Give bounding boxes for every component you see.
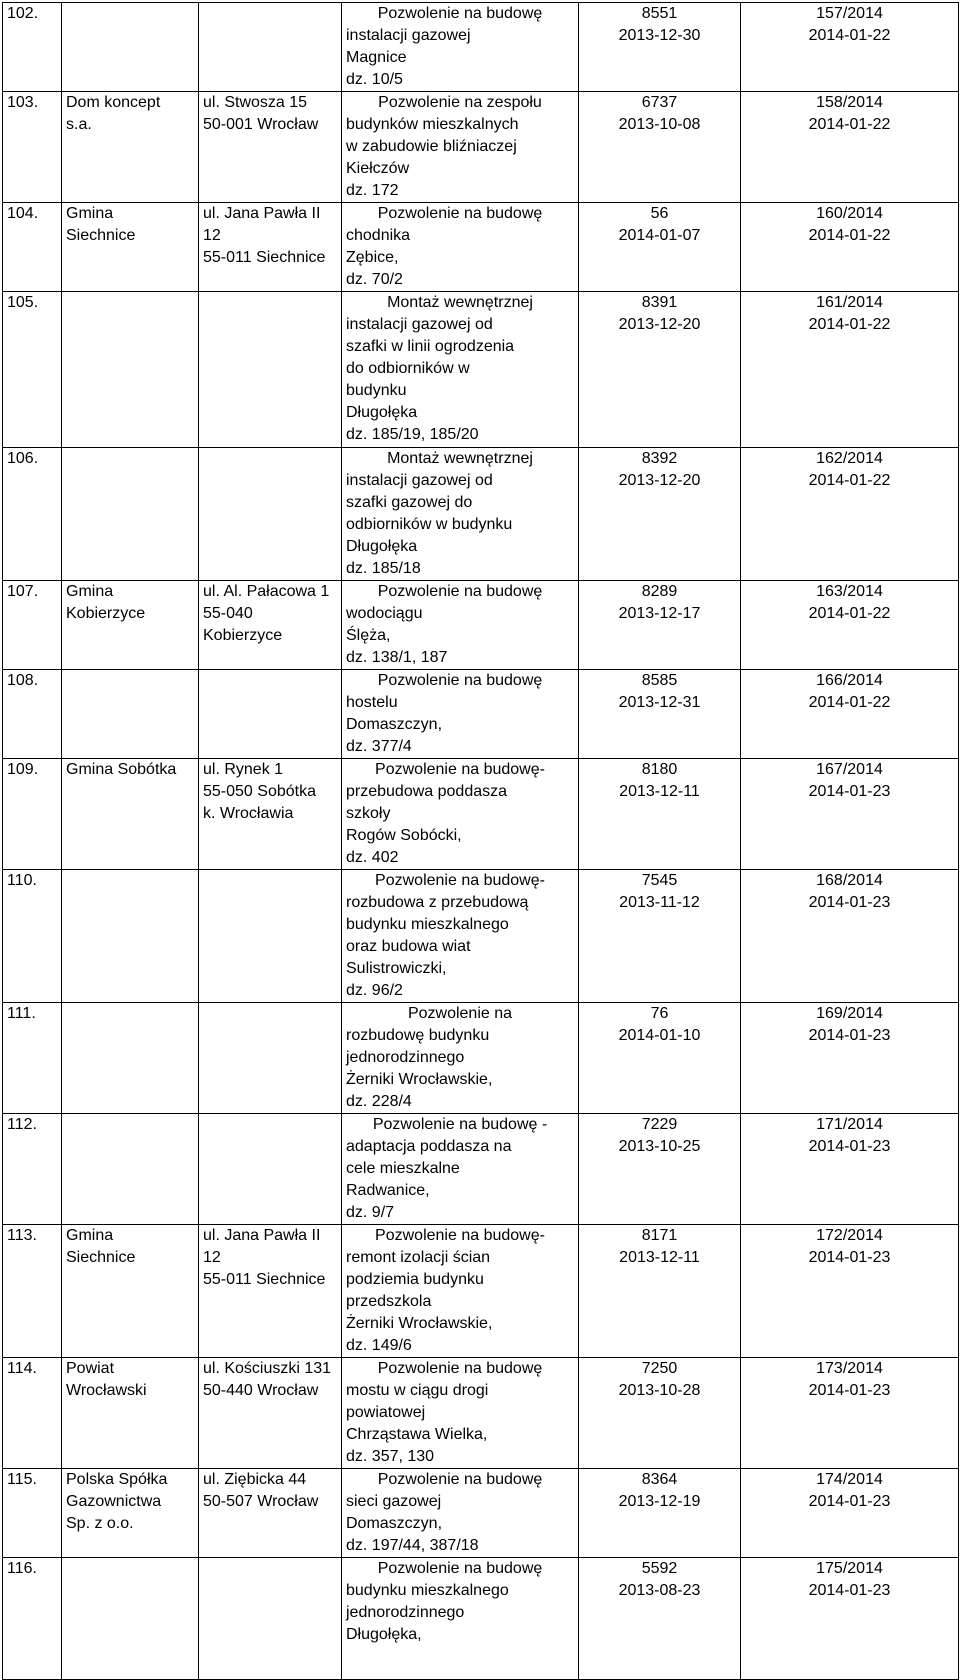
- permit-description-line: dz. 9/7: [346, 1204, 395, 1221]
- permit-description-line: Żerniki Wrocławskie,: [346, 1071, 493, 1088]
- application-number-date-line: 7545: [641, 872, 678, 889]
- permit-description-line: Montaż wewnętrznej: [387, 450, 533, 467]
- applicant-address-line: ul. Rynek 1: [203, 761, 284, 778]
- applicant-name-line: Siechnice: [66, 227, 136, 244]
- permit-description-line: Domaszczyn,: [346, 1515, 443, 1532]
- table-row: [3, 581, 959, 670]
- table-row: [3, 92, 959, 203]
- row-number-line: 102.: [7, 5, 39, 22]
- row-number-line: 116.: [7, 1560, 37, 1577]
- permit-description: [342, 292, 579, 448]
- row-number-line: 114.: [7, 1360, 37, 1377]
- application-number-date-line: 2013-11-12: [619, 894, 700, 911]
- permit-description-line: przedszkola: [346, 1293, 432, 1310]
- applicant-name: [62, 1114, 199, 1225]
- decision-number-date-line: 166/2014: [816, 672, 883, 689]
- permit-description-line: Rogów Sobócki,: [346, 827, 462, 844]
- applicant-address: [199, 203, 342, 292]
- application-number-date-line: 2013-12-17: [618, 605, 701, 622]
- permit-description-line: Pozwolenie na: [407, 1005, 513, 1022]
- permit-description-line: jednorodzinnego: [346, 1604, 465, 1621]
- applicant-name-line: Dom koncept: [66, 94, 161, 111]
- permit-description-line: Zębice,: [346, 249, 399, 266]
- decision-number-date-line: 2014-01-22: [808, 472, 891, 489]
- permit-description-line: instalacji gazowej od: [346, 472, 493, 489]
- permit-register-body: [3, 3, 959, 1680]
- decision-number-date-line: 2014-01-23: [808, 1138, 891, 1155]
- applicant-address: [199, 1225, 342, 1358]
- permit-description-line: odbiorników w budynku: [346, 516, 513, 533]
- decision-number-date-line: 2014-01-22: [808, 694, 891, 711]
- row-number: [3, 1358, 62, 1469]
- applicant-name-line: Gmina: [66, 205, 114, 222]
- table-row: [3, 203, 959, 292]
- permit-description-line: oraz budowa wiat: [346, 938, 471, 955]
- permit-description: [342, 670, 579, 759]
- permit-description: [342, 1469, 579, 1558]
- applicant-address-line: ul. Jana Pawła II: [203, 1227, 321, 1244]
- row-number: [3, 292, 62, 448]
- permit-register-table: [2, 2, 959, 1680]
- decision-number-date: [741, 670, 959, 759]
- application-number-date-line: 76: [650, 1005, 669, 1022]
- permit-description-line: dz. 402: [346, 849, 399, 866]
- row-number: [3, 203, 62, 292]
- applicant-address-line: k. Wrocławia: [203, 805, 294, 822]
- permit-description-line: dz. 10/5: [346, 71, 403, 88]
- applicant-name-line: Gazownictwa: [66, 1493, 162, 1510]
- table-row: [3, 1469, 959, 1558]
- applicant-address: [199, 759, 342, 870]
- applicant-address: [199, 581, 342, 670]
- application-number-date-line: 2014-01-10: [618, 1027, 701, 1044]
- permit-description: [342, 1225, 579, 1358]
- permit-description-line: Pozwolenie na budowę-: [375, 872, 545, 889]
- decision-number-date-line: 167/2014: [816, 761, 883, 778]
- permit-description-line: szkoły: [346, 805, 391, 822]
- permit-description: [342, 3, 579, 92]
- permit-description: [342, 448, 579, 581]
- permit-description-line: budynku: [346, 382, 407, 399]
- permit-description-line: dz. 357, 130: [346, 1448, 435, 1465]
- permit-description-line: dz. 185/18: [346, 560, 421, 577]
- permit-description: [342, 581, 579, 670]
- decision-number-date: [741, 1114, 959, 1225]
- application-number-date: [579, 92, 741, 203]
- application-number-date-line: 2014-01-07: [618, 227, 701, 244]
- table-row: [3, 670, 959, 759]
- permit-description-line: Sulistrowiczki,: [346, 960, 447, 977]
- applicant-address: [199, 1358, 342, 1469]
- permit-description-line: jednorodzinnego: [346, 1049, 465, 1066]
- row-number: [3, 670, 62, 759]
- decision-number-date-line: 173/2014: [816, 1360, 883, 1377]
- applicant-address: [199, 1558, 342, 1680]
- application-number-date-line: 2013-12-19: [618, 1493, 701, 1510]
- applicant-name: [62, 1225, 199, 1358]
- decision-number-date-line: 2014-01-23: [808, 1249, 891, 1266]
- decision-number-date-line: 2014-01-23: [808, 1027, 891, 1044]
- applicant-name: [62, 1469, 199, 1558]
- permit-description-line: dz. 377/4: [346, 738, 412, 755]
- application-number-date: [579, 1358, 741, 1469]
- decision-number-date-line: 158/2014: [816, 94, 883, 111]
- permit-description-line: hostelu: [346, 694, 398, 711]
- row-number: [3, 1003, 62, 1114]
- decision-number-date: [741, 448, 959, 581]
- applicant-address: [199, 1469, 342, 1558]
- applicant-address-line: Kobierzyce: [203, 627, 283, 644]
- applicant-name: [62, 1358, 199, 1469]
- permit-register-document: [2, 2, 959, 1680]
- decision-number-date-line: 2014-01-23: [808, 1382, 891, 1399]
- applicant-address: [199, 292, 342, 448]
- application-number-date: [579, 1003, 741, 1114]
- application-number-date-line: 2013-12-30: [618, 27, 701, 44]
- permit-description-line: Pozwolenie na zespołu: [378, 94, 542, 111]
- permit-description-line: dz. 138/1, 187: [346, 649, 448, 666]
- decision-number-date: [741, 1358, 959, 1469]
- permit-description-line: Pozwolenie na budowę: [377, 5, 543, 22]
- permit-description-line: Pozwolenie na budowę: [377, 583, 543, 600]
- application-number-date-line: 8551: [641, 5, 678, 22]
- table-row: [3, 292, 959, 448]
- table-row: [3, 448, 959, 581]
- permit-description-line: dz. 228/4: [346, 1093, 412, 1110]
- permit-description-line: instalacji gazowej od: [346, 316, 493, 333]
- permit-description-line: chodnika: [346, 227, 411, 244]
- applicant-address-line: ul. Ziębicka 44: [203, 1471, 307, 1488]
- row-number: [3, 759, 62, 870]
- applicant-address-line: ul. Stwosza 15: [203, 94, 308, 111]
- applicant-name: [62, 1003, 199, 1114]
- row-number: [3, 1225, 62, 1358]
- permit-description-line: Montaż wewnętrznej: [387, 294, 533, 311]
- permit-description-line: wodociągu: [346, 605, 423, 622]
- permit-description-line: Pozwolenie na budowę: [377, 1560, 543, 1577]
- permit-description-line: Pozwolenie na budowę: [377, 672, 543, 689]
- row-number: [3, 3, 62, 92]
- application-number-date: [579, 203, 741, 292]
- permit-description-line: budynku mieszkalnego: [346, 1582, 509, 1599]
- decision-number-date-line: 2014-01-22: [808, 605, 891, 622]
- permit-description-line: rozbudowę budynku: [346, 1027, 490, 1044]
- applicant-address-line: ul. Al. Pałacowa 1: [203, 583, 330, 600]
- applicant-address: [199, 3, 342, 92]
- permit-description-line: Żerniki Wrocławskie,: [346, 1315, 493, 1332]
- application-number-date: [579, 292, 741, 448]
- table-row: [3, 870, 959, 1003]
- row-number: [3, 1469, 62, 1558]
- decision-number-date: [741, 203, 959, 292]
- row-number: [3, 581, 62, 670]
- decision-number-date-line: 171/2014: [816, 1116, 883, 1133]
- applicant-name: [62, 3, 199, 92]
- permit-description-line: remont izolacji ścian: [346, 1249, 491, 1266]
- applicant-name-line: s.a.: [66, 116, 92, 133]
- application-number-date: [579, 1114, 741, 1225]
- permit-description: [342, 1558, 579, 1680]
- applicant-address: [199, 1114, 342, 1225]
- applicant-address-line: ul. Jana Pawła II: [203, 205, 321, 222]
- decision-number-date: [741, 1558, 959, 1680]
- permit-description: [342, 92, 579, 203]
- applicant-name: [62, 670, 199, 759]
- application-number-date-line: 8180: [641, 761, 678, 778]
- permit-description: [342, 759, 579, 870]
- applicant-address-line: ul. Kościuszki 131: [203, 1360, 332, 1377]
- applicant-name-line: Kobierzyce: [66, 605, 146, 622]
- applicant-name-line: Gmina: [66, 1227, 114, 1244]
- permit-description-line: cele mieszkalne: [346, 1160, 460, 1177]
- permit-description-line: Magnice: [346, 49, 407, 66]
- decision-number-date-line: 2014-01-22: [808, 227, 891, 244]
- permit-description-line: Radwanice,: [346, 1182, 430, 1199]
- decision-number-date-line: 2014-01-22: [808, 316, 891, 333]
- decision-number-date-line: 2014-01-23: [808, 1582, 891, 1599]
- permit-description-line: Pozwolenie na budowę-: [375, 1227, 545, 1244]
- applicant-name: [62, 448, 199, 581]
- permit-description-line: rozbudowa z przebudową: [346, 894, 529, 911]
- applicant-name: [62, 203, 199, 292]
- application-number-date-line: 7229: [641, 1116, 678, 1133]
- row-number: [3, 92, 62, 203]
- application-number-date-line: 2013-08-23: [618, 1582, 701, 1599]
- applicant-address-line: 55-011 Siechnice: [203, 1271, 326, 1288]
- applicant-name: [62, 759, 199, 870]
- permit-description-line: powiatowej: [346, 1404, 426, 1421]
- application-number-date-line: 8391: [641, 294, 678, 311]
- applicant-address-line: 50-001 Wrocław: [203, 116, 319, 133]
- decision-number-date-line: 175/2014: [816, 1560, 883, 1577]
- applicant-address: [199, 870, 342, 1003]
- application-number-date-line: 8585: [641, 672, 678, 689]
- application-number-date: [579, 759, 741, 870]
- decision-number-date: [741, 1003, 959, 1114]
- application-number-date: [579, 448, 741, 581]
- table-row: [3, 1225, 959, 1358]
- decision-number-date-line: 2014-01-22: [808, 116, 891, 133]
- decision-number-date: [741, 870, 959, 1003]
- applicant-name-line: Gmina Sobótka: [66, 761, 177, 778]
- permit-description-line: sieci gazowej: [346, 1493, 442, 1510]
- row-number-line: 110.: [7, 872, 37, 889]
- application-number-date-line: 7250: [641, 1360, 678, 1377]
- application-number-date-line: 8364: [641, 1471, 678, 1488]
- applicant-name-line: Polska Spółka: [66, 1471, 168, 1488]
- application-number-date: [579, 3, 741, 92]
- row-number: [3, 870, 62, 1003]
- permit-description-line: do odbiorników w: [346, 360, 470, 377]
- applicant-address-line: 12: [203, 227, 221, 244]
- row-number: [3, 1558, 62, 1680]
- decision-number-date-line: 2014-01-23: [808, 783, 891, 800]
- applicant-address-line: 55-011 Siechnice: [203, 249, 326, 266]
- application-number-date: [579, 1558, 741, 1680]
- decision-number-date-line: 160/2014: [816, 205, 883, 222]
- decision-number-date-line: 172/2014: [816, 1227, 883, 1244]
- decision-number-date-line: 2014-01-22: [808, 27, 891, 44]
- applicant-address-line: 55-050 Sobótka: [203, 783, 316, 800]
- applicant-name: [62, 292, 199, 448]
- permit-description: [342, 1003, 579, 1114]
- decision-number-date: [741, 92, 959, 203]
- applicant-address: [199, 448, 342, 581]
- permit-description-line: Ślęża,: [346, 627, 391, 644]
- decision-number-date: [741, 292, 959, 448]
- applicant-name-line: Sp. z o.o.: [66, 1515, 134, 1532]
- applicant-address-line: 50-507 Wrocław: [203, 1493, 319, 1510]
- applicant-address-line: 50-440 Wrocław: [203, 1382, 319, 1399]
- table-row: [3, 3, 959, 92]
- applicant-name-line: Gmina: [66, 583, 114, 600]
- table-row: [3, 1558, 959, 1680]
- permit-description-line: Domaszczyn,: [346, 716, 443, 733]
- row-number-line: 111.: [7, 1005, 36, 1022]
- row-number-line: 106.: [7, 450, 39, 467]
- applicant-address-line: 55-040: [203, 605, 253, 622]
- row-number-line: 105.: [7, 294, 39, 311]
- permit-description: [342, 1358, 579, 1469]
- decision-number-date: [741, 1469, 959, 1558]
- decision-number-date: [741, 1225, 959, 1358]
- application-number-date-line: 8289: [641, 583, 678, 600]
- permit-description-line: w zabudowie bliźniaczej: [346, 138, 517, 155]
- application-number-date: [579, 1225, 741, 1358]
- row-number-line: 109.: [7, 761, 39, 778]
- application-number-date-line: 5592: [641, 1560, 678, 1577]
- application-number-date-line: 2013-12-20: [618, 472, 701, 489]
- permit-description-line: Pozwolenie na budowę -: [372, 1116, 548, 1133]
- permit-description-line: adaptacja poddasza na: [346, 1138, 512, 1155]
- application-number-date: [579, 1469, 741, 1558]
- permit-description-line: mostu w ciągu drogi: [346, 1382, 489, 1399]
- permit-description-line: Pozwolenie na budowę: [377, 1360, 543, 1377]
- decision-number-date-line: 161/2014: [816, 294, 883, 311]
- permit-description-line: Pozwolenie na budowę: [377, 205, 543, 222]
- decision-number-date: [741, 759, 959, 870]
- row-number: [3, 1114, 62, 1225]
- row-number-line: 104.: [7, 205, 39, 222]
- application-number-date-line: 56: [650, 205, 669, 222]
- permit-description-line: budynku mieszkalnego: [346, 916, 509, 933]
- row-number-line: 115.: [7, 1471, 37, 1488]
- permit-description-line: Kiełczów: [346, 160, 410, 177]
- permit-description-line: Pozwolenie na budowę-: [375, 761, 545, 778]
- permit-description-line: Długołęka: [346, 404, 418, 421]
- permit-description-line: budynków mieszkalnych: [346, 116, 519, 133]
- permit-description-line: instalacji gazowej: [346, 27, 471, 44]
- table-row: [3, 1003, 959, 1114]
- table-row: [3, 1358, 959, 1469]
- applicant-name: [62, 1558, 199, 1680]
- applicant-address: [199, 670, 342, 759]
- decision-number-date-line: 2014-01-23: [808, 894, 891, 911]
- application-number-date-line: 2013-10-28: [618, 1382, 701, 1399]
- row-number-line: 103.: [7, 94, 39, 111]
- permit-description-line: szafki w linii ogrodzenia: [346, 338, 515, 355]
- permit-description: [342, 203, 579, 292]
- application-number-date: [579, 670, 741, 759]
- permit-description-line: przebudowa poddasza: [346, 783, 508, 800]
- permit-description-line: dz. 70/2: [346, 271, 403, 288]
- permit-description-line: szafki gazowej do: [346, 494, 473, 511]
- decision-number-date-line: 157/2014: [816, 5, 883, 22]
- application-number-date-line: 8392: [641, 450, 678, 467]
- permit-description: [342, 870, 579, 1003]
- applicant-address: [199, 1003, 342, 1114]
- row-number-line: 107.: [7, 583, 39, 600]
- permit-description-line: dz. 172: [346, 182, 399, 199]
- decision-number-date-line: 162/2014: [816, 450, 883, 467]
- row-number-line: 113.: [7, 1227, 37, 1244]
- permit-description-line: Długołęka,: [346, 1626, 422, 1643]
- application-number-date-line: 8171: [641, 1227, 678, 1244]
- permit-description-line: dz. 149/6: [346, 1337, 412, 1354]
- permit-description-line: Długołęka: [346, 538, 418, 555]
- application-number-date-line: 6737: [641, 94, 678, 111]
- permit-description: [342, 1114, 579, 1225]
- application-number-date-line: 2013-12-11: [619, 783, 700, 800]
- application-number-date-line: 2013-12-20: [618, 316, 701, 333]
- permit-description-line: podziemia budynku: [346, 1271, 484, 1288]
- row-number-line: 112.: [7, 1116, 37, 1133]
- table-row: [3, 759, 959, 870]
- permit-description-line: Pozwolenie na budowę: [377, 1471, 543, 1488]
- applicant-name: [62, 870, 199, 1003]
- applicant-address: [199, 92, 342, 203]
- permit-description-line: dz. 185/19, 185/20: [346, 426, 479, 443]
- applicant-name: [62, 92, 199, 203]
- decision-number-date-line: 163/2014: [816, 583, 883, 600]
- application-number-date-line: 2013-10-08: [618, 116, 701, 133]
- permit-description-line: Chrząstawa Wielka,: [346, 1426, 488, 1443]
- application-number-date-line: 2013-12-31: [618, 694, 701, 711]
- table-row: [3, 1114, 959, 1225]
- applicant-name-line: Siechnice: [66, 1249, 136, 1266]
- applicant-name-line: Powiat: [66, 1360, 115, 1377]
- decision-number-date-line: 174/2014: [816, 1471, 883, 1488]
- decision-number-date: [741, 3, 959, 92]
- applicant-address-line: 12: [203, 1249, 221, 1266]
- application-number-date-line: 2013-12-11: [619, 1249, 700, 1266]
- row-number: [3, 448, 62, 581]
- permit-description-line: dz. 197/44, 387/18: [346, 1537, 479, 1554]
- applicant-name: [62, 581, 199, 670]
- decision-number-date-line: 2014-01-23: [808, 1493, 891, 1510]
- permit-description-line: dz. 96/2: [346, 982, 403, 999]
- decision-number-date-line: 168/2014: [816, 872, 883, 889]
- application-number-date: [579, 581, 741, 670]
- decision-number-date: [741, 581, 959, 670]
- application-number-date: [579, 870, 741, 1003]
- application-number-date-line: 2013-10-25: [618, 1138, 701, 1155]
- row-number-line: 108.: [7, 672, 39, 689]
- applicant-name-line: Wrocławski: [66, 1382, 147, 1399]
- decision-number-date-line: 169/2014: [816, 1005, 883, 1022]
